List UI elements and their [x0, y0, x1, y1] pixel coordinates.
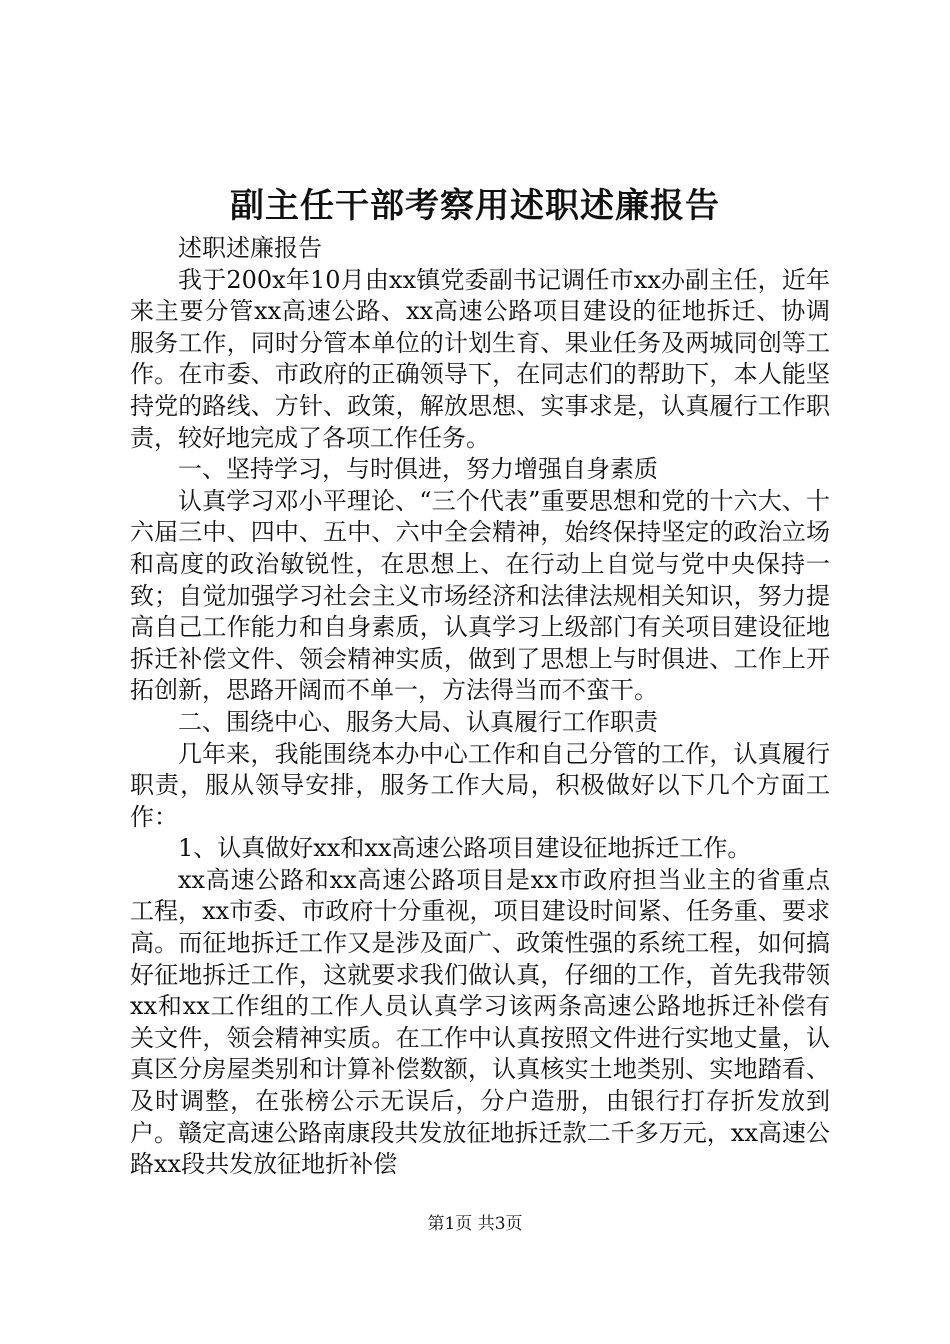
paragraph-duties: 几年来，我能围绕本办中心工作和自己分管的工作，认真履行职责，服从领导安排，服务工作大局，积极做好以下几个方面工作：: [130, 739, 830, 831]
section-heading-2: 二、围绕中心、服务大局、认真履行工作职责: [178, 707, 658, 736]
section-heading-1: 一、坚持学习，与时俱进，努力增强自身素质: [178, 455, 658, 484]
subsection-heading-1: 1、认真做好xx和xx高速公路项目建设征地拆迁工作。: [178, 834, 752, 863]
document-title: 副主任干部考察用述职述廉报告: [230, 186, 720, 226]
paragraph-study: 认真学习邓小平理论、“三个代表”重要思想和党的十六大、十六届三中、四中、五中、六中全会精神，始终保持坚定的政治立场和高度的政治敏锐性，在思想上、在行动上自觉与党中央保持一致；自觉加强学习社会主义市场经济和法律法规相关知识，努力提高自己工作能力和自身素质，认真学习上级部门有关项目建设征地拆迁补偿文件、领会精神实质，做到了思想上与时俱进、工作上开拓创新，思路开阔而不单一，方法得当而不蛮干。: [130, 486, 830, 705]
document-body: [130, 233, 830, 1181]
paragraph-highway: xx高速公路和xx高速公路项目是xx市政府担当业主的省重点工程，xx市委、市政府十分重视，项目建设时间紧、任务重、要求高。而征地拆迁工作又是涉及面广、政策性强的系统工程，如何搞好征地拆迁工作，这就要求我们做认真，仔细的工作，首先我带领xx和xx工作组的工作人员认真学习该两条高速公路地拆迁补偿有关文件，领会精神实质。在工作中认真按照文件进行实地丈量，认真区分房屋类别和计算补偿数额，认真核实土地类别、实地踏看、及时调整，在张榜公示无误后，分户造册，由银行打存折发放到户。赣定高速公路南康段共发放征地拆迁款二千多万元，xx高速公路xx段共发放征地折补偿: [130, 865, 830, 1179]
paragraph-intro: 我于200x年10月由xx镇党委副书记调任市xx办副主任，近年来主要分管xx高速公路、xx高速公路项目建设的征地拆迁、协调服务工作，同时分管本单位的计划生育、果业任务及两城同创等工作。在市委、市政府的正确领导下，在同志们的帮助下，本人能坚持党的路线、方针、政策，解放思想、实事求是，认真履行工作职责，较好地完成了各项工作任务。: [130, 265, 830, 452]
page-footer: 第1页 共3页: [427, 1214, 523, 1234]
paragraph-subtitle: 述职述廉报告: [178, 234, 322, 262]
